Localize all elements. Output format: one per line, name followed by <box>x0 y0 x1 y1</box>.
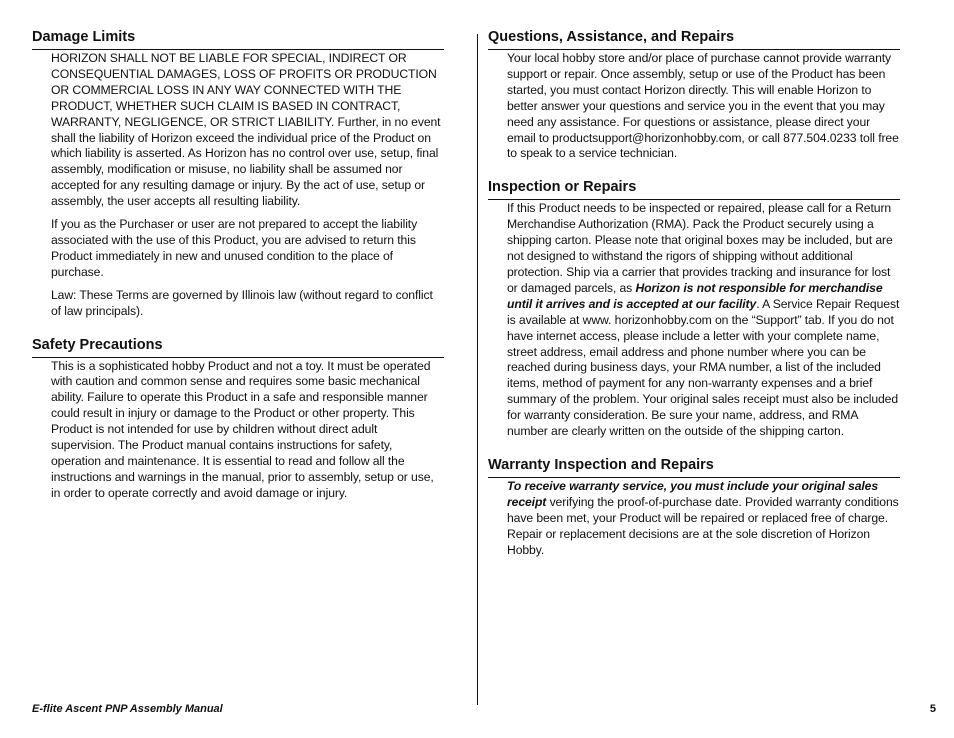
inspection-heading: Inspection or Repairs <box>488 178 900 200</box>
questions-heading: Questions, Assistance, and Repairs <box>488 28 900 50</box>
inspection-text-start: If this Product needs to be inspected or repaired, please call for a Return Merchandise Authorization (RMA). Pack the Product securely using a shipping carton. Please note that original boxes may be included, but are not designed to withstand the rigors of shipping without additional protection. Ship via a carrier that provides tracking and insurance for lost or damaged parcels, as <box>507 201 893 295</box>
questions-body <box>507 51 900 162</box>
safety-precautions-section <box>32 336 444 502</box>
inspection-emphasis: Horizon is not responsible for merchandise until it arrives and is accepted at our facility <box>507 280 883 311</box>
safety-precautions-body <box>51 359 444 502</box>
damage-limits-heading: Damage Limits <box>32 28 444 50</box>
inspection-text-end: . A Service Repair Request is available at www. horizonhobby.com on the “Support” tab. If you do not have internet access, please include a letter with your complete name, street address, email address and phone number where you can be reached during business days, your RMA number, a list of the included items, method of payment for any non-warranty expenses and a brief summary of the problem. Your original sales receipt must also be included for warranty consideration. Be sure your name, address, and RMA number are clearly written on the outside of the shipping carton. <box>507 296 900 439</box>
damage-limits-paragraph-2: If you as the Purchaser or user are not prepared to accept the liability associated with the use of this Product, you are advised to return this Product immediately in new and unused condition to the place of purchase. <box>51 217 418 279</box>
safety-precautions-heading: Safety Precautions <box>32 336 444 358</box>
warranty-inspection-paragraph <box>507 479 900 559</box>
warranty-inspection-heading: Warranty Inspection and Repairs <box>488 456 900 478</box>
right-column <box>488 28 900 558</box>
safety-precautions-paragraph: This is a sophisticated hobby Product and not a toy. It must be operated with caution and common sense and requires some basic mechanical ability. Failure to operate this Product in a safe and responsible manner could result in injury or damage to the Product or other property. This Product is not intended for use by children without direct adult supervision. The Product manual contains instructions for safety, operation and maintenance. It is essential to read and follow all the instructions and warnings in the manual, prior to assembly, setup or use, in order to operate correctly and avoid damage or injury. <box>51 358 434 500</box>
warranty-text-end: verifying the proof-of-purchase date. Provided warranty conditions have been met, your Product will be repaired or replaced free of charge. Repair or replacement decisions are at the sole discretion of Horizon Hobby. <box>507 494 899 557</box>
left-column <box>32 28 444 502</box>
column-divider <box>477 34 478 705</box>
inspection-paragraph <box>507 201 900 440</box>
questions-paragraph: Your local hobby store and/or place of purchase cannot provide warranty support or repair. Once assembly, setup or use of the Product has been started, you must contact Horizon directly. This will enable Horizon to better answer your questions and service you in the event that you may need any assistance. For questions or assistance, please direct your email to productsupport@horizonhobby.com, or call 877.504.0233 toll free to speak to a service technician. <box>507 51 899 161</box>
warranty-emphasis: To receive warranty service, you must include your original sales receipt <box>507 478 879 509</box>
inspection-body <box>507 201 900 440</box>
inspection-section <box>488 178 900 440</box>
damage-limits-paragraph-3: Law: These Terms are governed by Illinois law (without regard to conflict of law principals). <box>51 287 433 318</box>
questions-section <box>488 28 900 162</box>
damage-limits-body <box>51 51 444 320</box>
damage-limits-section <box>32 28 444 320</box>
footer-page-number: 5 <box>929 703 936 715</box>
warranty-inspection-body <box>507 479 900 559</box>
warranty-inspection-section <box>488 456 900 559</box>
damage-limits-paragraph-1: HORIZON SHALL NOT BE LIABLE FOR SPECIAL, INDIRECT OR CONSEQUENTIAL DAMAGES, LOSS OF PROFITS OR PRODUCTION OR COMMERCIAL LOSS IN ANY WAY CONNECTED WITH THE PRODUCT, WHETHER SUCH CLAIM IS BASED IN CONTRACT, WARRANTY, NEGLIGENCE, OR STRICT LIABILITY. Further, in no event shall the liability of Horizon exceed the individual price of the Product on which liability is asserted. As Horizon has no control over use, setup, final assembly, modification or misuse, no liability shall be assumed nor accepted for any resulting damage or injury. By the act of use, setup or assembly, the user accepts all resulting liability. <box>51 51 441 209</box>
footer-manual-title: E-flite Ascent PNP Assembly Manual <box>32 703 223 715</box>
